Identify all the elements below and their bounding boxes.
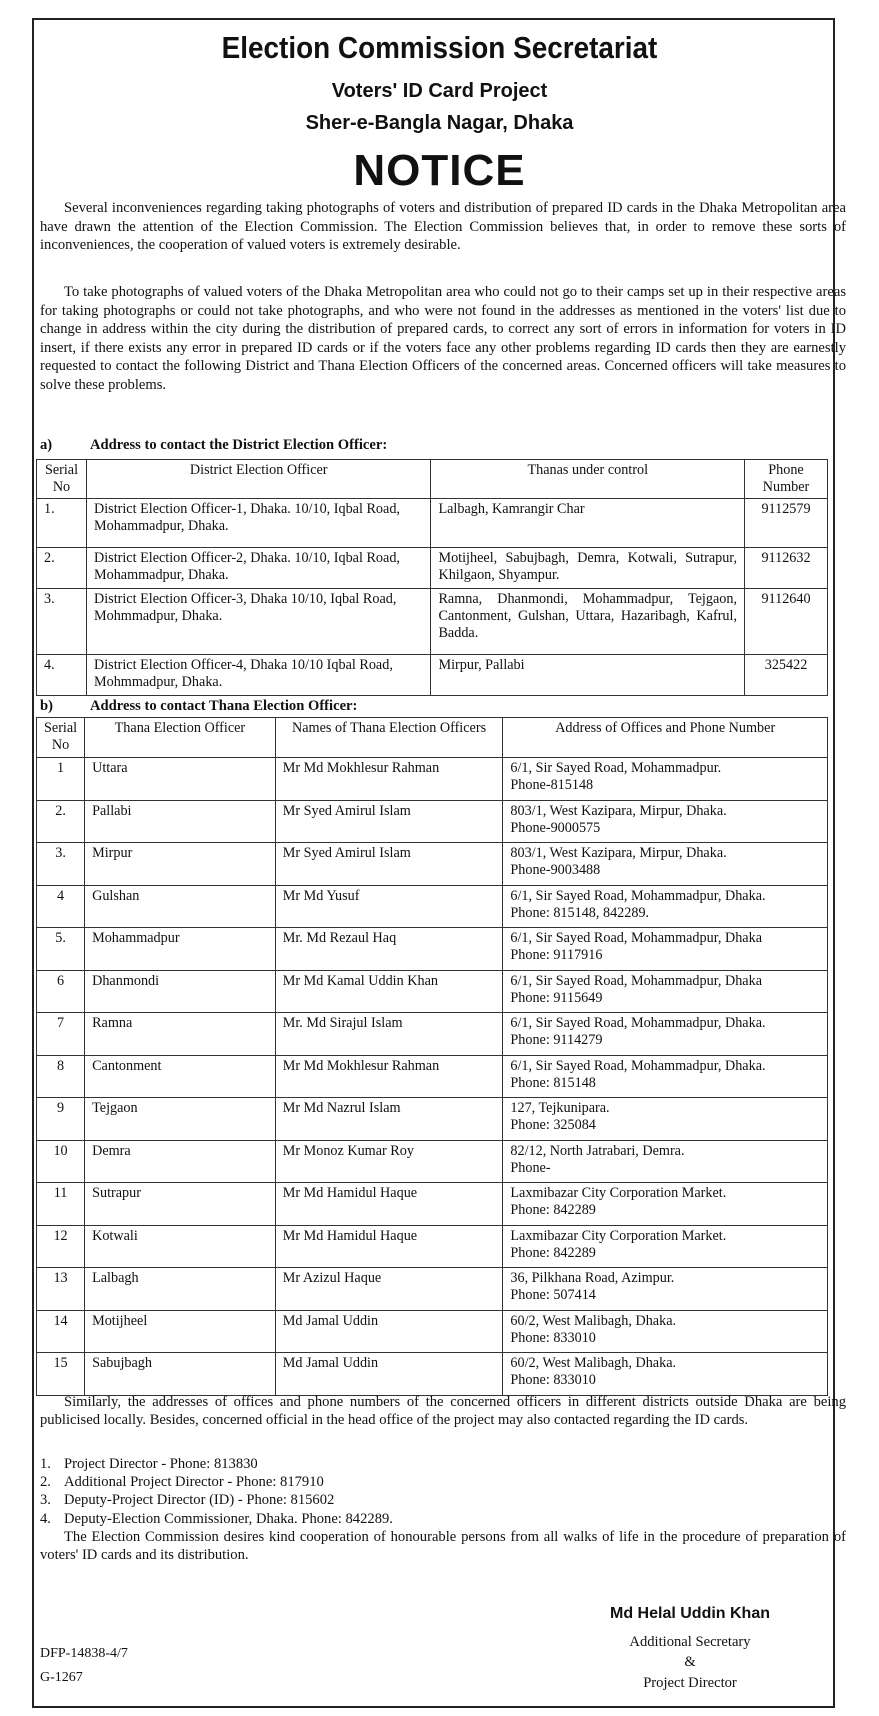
thana-cell: Gulshan <box>85 885 276 928</box>
page-title: Election Commission Secretariat <box>221 30 658 65</box>
phone-line: Phone- <box>510 1159 551 1176</box>
phone-line: Phone: 507414 <box>510 1287 596 1303</box>
closing-paragraph-2: The Election Commission desires kind cooperation of honourable persons from all walks of life in the procedure of preparation of voters' ID cards and its distribution. <box>40 1529 846 1564</box>
address-line: Laxmibazar City Corporation Market. <box>510 1185 727 1201</box>
table-header-row <box>37 718 828 758</box>
header-office-address: Address of Offices and Phone Number <box>503 718 828 758</box>
section-a-title: Address to contact the District Election Officer: <box>90 437 388 453</box>
section-b-marker: b) <box>40 698 53 714</box>
phone-line: Phone: 833010 <box>510 1372 596 1388</box>
thana-cell: Lalbagh <box>85 1268 276 1311</box>
intro-paragraph-1: Several inconveniences regarding taking photographs of voters and distribution of prepared ID cards in the Dhaka Metropolitan area have drawn the attention of the Election Commission. The Election Commission believes that, in order to remove these sorts of inconveniences, the cooperation of valued voters is extremely desirable. <box>40 200 846 253</box>
thana-cell: Kotwali <box>85 1225 276 1268</box>
thana-cell: Demra <box>85 1140 276 1183</box>
signatory-name: Md Helal Uddin Khan <box>610 1605 770 1622</box>
list-item: 4. Deputy-Election Commissioner, Dhaka. Phone: 842289. <box>40 1510 393 1527</box>
thanas-cell: Ramna, Dhanmondi, Mohammadpur, Tejgaon, Cantonment, Gulshan, Uttara, Hazaribagh, Kafrul, Badda. <box>431 589 745 655</box>
officer-name-cell: Mr Azizul Haque <box>275 1268 503 1311</box>
officer-cell: District Election Officer-1, Dhaka. 10/10, Iqbal Road, Mohammadpur, Dhaka. <box>86 499 430 548</box>
table-row <box>37 589 828 655</box>
section-a-marker: a) <box>40 437 53 453</box>
thana-cell: Pallabi <box>85 800 276 843</box>
serial-cell: 10 <box>37 1140 85 1183</box>
table-row <box>37 548 828 589</box>
officer-name-cell: Mr. Md Rezaul Haq <box>275 928 503 971</box>
officer-name-cell: Mr Md Kamal Uddin Khan <box>275 970 503 1013</box>
table-row <box>37 1013 828 1056</box>
address-line: 6/1, Sir Sayed Road, Mohammadpur, Dhaka. <box>510 1015 766 1031</box>
list-item: 3. Deputy-Project Director (ID) - Phone: 815602 <box>40 1492 335 1509</box>
list-item: 2. Additional Project Director - Phone: 817910 <box>40 1474 324 1491</box>
table-row <box>37 800 828 843</box>
address-line: 36, Pilkhana Road, Azimpur. <box>510 1270 675 1286</box>
serial-cell: 14 <box>37 1310 85 1353</box>
address-cell <box>503 1055 828 1098</box>
thana-cell: Mohammadpur <box>85 928 276 971</box>
phone-line: Phone: 9115649 <box>510 989 603 1006</box>
phone-line: Phone: 9117916 <box>510 947 603 963</box>
table-row <box>37 970 828 1013</box>
header-officer-names: Names of Thana Election Officers <box>275 718 503 758</box>
intro-paragraph-2: To take photographs of valued voters of the Dhaka Metropolitan area who could not go to their camps set up in their respective areas for taking photographs or could not take photographs, and who were not found in the addresses as mentioned in the voters' list due to change in address within the city during the distribution of prepared cards, to correct any sort of errors in information for voters in ID insert, if there exists any error in prepared ID cards or if the voters face any other problems regarding ID cards then they are earnestly requested to contact the following District and Thana Election Officers of the concerned areas. Concerned officers will take measures to solve these problems. <box>40 284 846 393</box>
address-cell <box>503 1310 828 1353</box>
table-row <box>37 1353 828 1396</box>
address-line: 6/1, Sir Sayed Road, Mohammadpur, Dhaka. <box>510 1057 766 1074</box>
phone-line: Phone: 842289 <box>510 1244 596 1261</box>
header-thanas: Thanas under control <box>431 460 745 499</box>
dfp-code: DFP-14838-4/7 <box>40 1646 128 1661</box>
address-line: 6/1, Sir Sayed Road, Mohammadpur, Dhaka. <box>510 887 766 904</box>
address-cell <box>503 1140 828 1183</box>
serial-cell: 15 <box>37 1353 85 1396</box>
closing-paragraph-1: Similarly, the addresses of offices and phone numbers of the concerned officers in different districts outside Dhaka are being publicised locally. Besides, concerned official in the head office of the project may also contacted regarding the ID cards. <box>40 1394 846 1429</box>
officer-name-cell: Md Jamal Uddin <box>275 1310 503 1353</box>
address-line: 6/1, Sir Sayed Road, Mohammadpur, Dhaka <box>510 972 762 989</box>
address-cell <box>503 758 828 801</box>
officer-name-cell: Mr Md Mokhlesur Rahman <box>275 758 503 801</box>
serial-cell: 6 <box>37 970 85 1013</box>
address-line: 60/2, West Malibagh, Dhaka. <box>510 1312 677 1329</box>
address-cell <box>503 1098 828 1141</box>
header-serial: Serial No <box>37 718 85 758</box>
table-row <box>37 1183 828 1226</box>
phone-cell: 9112640 <box>745 589 828 655</box>
address-line: 127, Tejkunipara. <box>510 1100 610 1116</box>
table-row <box>37 655 828 696</box>
table-row <box>37 499 828 548</box>
thanas-cell: Motijheel, Sabujbagh, Demra, Kotwali, Sutrapur, Khilgaon, Shyampur. <box>431 548 745 589</box>
table-row <box>37 928 828 971</box>
serial-cell: 4 <box>37 885 85 928</box>
address-cell <box>503 1013 828 1056</box>
serial-cell: 11 <box>37 1183 85 1226</box>
table-row <box>37 1140 828 1183</box>
thanas-cell: Lalbagh, Kamrangir Char <box>431 499 745 548</box>
serial-cell: 7 <box>37 1013 85 1056</box>
table-row <box>37 1310 828 1353</box>
address-line: 803/1, West Kazipara, Mirpur, Dhaka. <box>510 802 727 819</box>
serial-cell: 2. <box>37 548 87 589</box>
serial-cell: 9 <box>37 1098 85 1141</box>
thana-officer-table <box>36 717 828 1396</box>
project-name: Voters' ID Card Project <box>331 80 548 102</box>
table-row <box>37 1055 828 1098</box>
section-b-heading <box>40 698 357 715</box>
officer-name-cell: Mr Md Yusuf <box>275 885 503 928</box>
phone-line: Phone-815148 <box>510 777 594 793</box>
phone-cell: 9112579 <box>745 499 828 548</box>
phone-line: Phone-9003488 <box>510 862 601 878</box>
serial-cell: 1. <box>37 499 87 548</box>
officer-name-cell: Mr Md Hamidul Haque <box>275 1225 503 1268</box>
thana-cell: Tejgaon <box>85 1098 276 1141</box>
phone-cell: 9112632 <box>745 548 828 589</box>
table-row <box>37 1268 828 1311</box>
thana-cell: Uttara <box>85 758 276 801</box>
officer-name-cell: Mr Syed Amirul Islam <box>275 800 503 843</box>
address-cell <box>503 885 828 928</box>
address-line: 82/12, North Jatrabari, Demra. <box>510 1142 685 1159</box>
header-phone: Phone Number <box>745 460 828 499</box>
table-row <box>37 843 828 886</box>
officer-name-cell: Mr Monoz Kumar Roy <box>275 1140 503 1183</box>
thanas-cell: Mirpur, Pallabi <box>431 655 745 696</box>
section-a-heading <box>40 437 387 454</box>
list-item: 1. Project Director - Phone: 813830 <box>40 1456 258 1472</box>
district-officer-table <box>36 459 828 696</box>
phone-line: Phone: 842289 <box>510 1202 596 1218</box>
phone-line: Phone: 815148, 842289. <box>510 904 650 921</box>
officer-cell: District Election Officer-3, Dhaka 10/10, Iqbal Road, Mohmmadpur, Dhaka. <box>86 589 430 655</box>
officer-name-cell: Mr Md Nazrul Islam <box>275 1098 503 1141</box>
table-row <box>37 1098 828 1141</box>
address-cell <box>503 1225 828 1268</box>
address-line: 6/1, Sir Sayed Road, Mohammadpur. <box>510 760 722 776</box>
address-line: 60/2, West Malibagh, Dhaka. <box>510 1355 677 1371</box>
officer-name-cell: Mr. Md Sirajul Islam <box>275 1013 503 1056</box>
thana-cell: Ramna <box>85 1013 276 1056</box>
header-district-officer: District Election Officer <box>86 460 430 499</box>
thana-cell: Cantonment <box>85 1055 276 1098</box>
signatory-title-2: Project Director <box>643 1675 737 1691</box>
thana-cell: Sutrapur <box>85 1183 276 1226</box>
address-cell <box>503 800 828 843</box>
address-cell <box>503 970 828 1013</box>
section-b-title: Address to contact Thana Election Officer: <box>90 698 358 714</box>
table-row <box>37 758 828 801</box>
address-cell <box>503 843 828 886</box>
serial-cell: 5. <box>37 928 85 971</box>
phone-line: Phone: 325084 <box>510 1117 596 1133</box>
officer-name-cell: Mr Md Mokhlesur Rahman <box>275 1055 503 1098</box>
table-header-row <box>37 460 828 499</box>
officer-cell: District Election Officer-2, Dhaka. 10/10, Iqbal Road, Mohammadpur, Dhaka. <box>86 548 430 589</box>
header-thana-officer: Thana Election Officer <box>85 718 276 758</box>
address-line: Laxmibazar City Corporation Market. <box>510 1227 727 1244</box>
address-line: 803/1, West Kazipara, Mirpur, Dhaka. <box>510 845 727 861</box>
phone-cell: 325422 <box>745 655 828 696</box>
address-cell <box>503 1353 828 1396</box>
phone-line: Phone: 815148 <box>510 1074 596 1091</box>
address-cell <box>503 1183 828 1226</box>
thana-cell: Sabujbagh <box>85 1353 276 1396</box>
notice-heading: NOTICE <box>353 146 526 195</box>
phone-line: Phone: 833010 <box>510 1329 596 1346</box>
g-code: G-1267 <box>40 1670 83 1685</box>
address-cell <box>503 1268 828 1311</box>
serial-cell: 2. <box>37 800 85 843</box>
table-row <box>37 885 828 928</box>
serial-cell: 3. <box>37 589 87 655</box>
officer-name-cell: Mr Syed Amirul Islam <box>275 843 503 886</box>
thana-cell: Motijheel <box>85 1310 276 1353</box>
header-serial: Serial No <box>37 460 87 499</box>
office-address: Sher-e-Bangla Nagar, Dhaka <box>305 112 574 134</box>
phone-line: Phone: 9114279 <box>510 1032 603 1048</box>
thana-cell: Mirpur <box>85 843 276 886</box>
serial-cell: 1 <box>37 758 85 801</box>
phone-line: Phone-9000575 <box>510 819 601 836</box>
address-cell <box>503 928 828 971</box>
serial-cell: 12 <box>37 1225 85 1268</box>
serial-cell: 3. <box>37 843 85 886</box>
officer-cell: District Election Officer-4, Dhaka 10/10 Iqbal Road, Mohmmadpur, Dhaka. <box>86 655 430 696</box>
signatory-title-1: Additional Secretary <box>629 1634 751 1650</box>
signatory-ampersand: & <box>684 1654 696 1670</box>
address-line: 6/1, Sir Sayed Road, Mohammadpur, Dhaka <box>510 930 762 946</box>
head-office-contacts <box>40 1455 393 1528</box>
officer-name-cell: Md Jamal Uddin <box>275 1353 503 1396</box>
serial-cell: 8 <box>37 1055 85 1098</box>
officer-name-cell: Mr Md Hamidul Haque <box>275 1183 503 1226</box>
serial-cell: 4. <box>37 655 87 696</box>
thana-cell: Dhanmondi <box>85 970 276 1013</box>
serial-cell: 13 <box>37 1268 85 1311</box>
table-row <box>37 1225 828 1268</box>
